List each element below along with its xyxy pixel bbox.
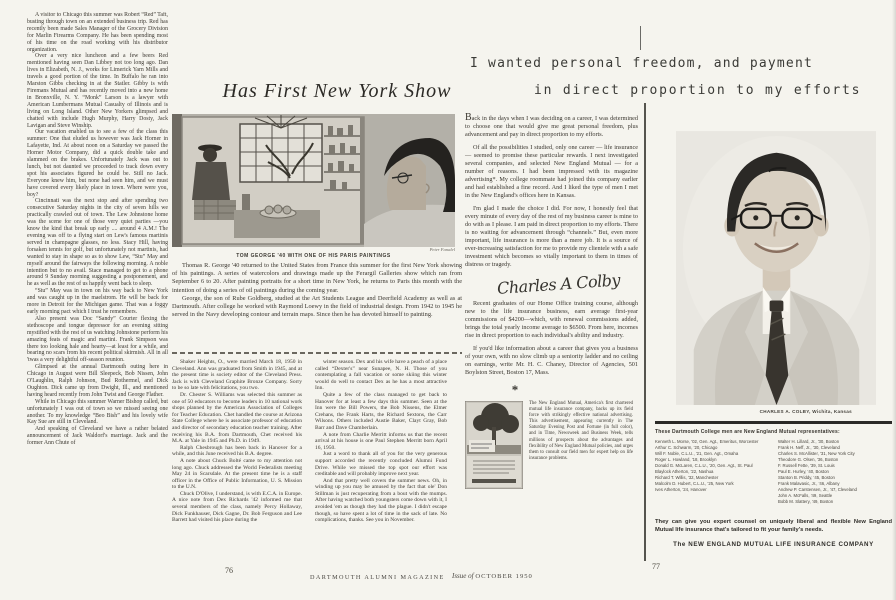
company-name: The NEW ENGLAND MUTUAL LIFE INSURANCE COMPANY — [673, 541, 874, 548]
reps-header: These Dartmouth College men are New England Mutual representatives: — [655, 429, 840, 435]
paragraph: Dr. Chester S. Williams was selected this summer as one of 50 educators to become leaders in 10 national work shops planned by the American Association of Colleges for Teacher Education. Chet handled the course at Arizona State College where he is associate professor of education and director of secondary education teacher training. After receiving his B.A. from Dartmouth, Chet received his M.A. at Yale in 1945 and Ph.D. in 1949. — [172, 391, 302, 445]
tom-george-photo — [172, 114, 455, 247]
class-notes-column-3 — [315, 359, 447, 563]
paragraph: Also present was Doc “Sandy” Courter flexing the stethoscope and tongue depressor for an evening sitting mystified with the rest of us watching Johnstone perform his amazing feats of magic and martini. Frank Simpson was there too looking hale and hearty—at least for a while, and bearing no scars from his recent political skirmish. All in all 'twas a very delightful off-season reunion. — [27, 315, 168, 364]
asterisk-note: The New England Mutual, America's first chartered mutual life insurance company, backs up its field force with strikingly effective national advertising. This advertisement, appearing currently in The Saturday Evening Post and Fortune (in full color), and in Time, Newsweek and Business Week, tells millions of prospects about the advantages and flexibility of New England Mutual policies, and urges them to consult our field men for expert help on life insurance problems. — [529, 401, 633, 461]
photo-credit: Peter Fanalel — [429, 247, 455, 252]
colby-portrait-photo — [676, 130, 876, 406]
class-notes-column-1 — [27, 12, 168, 538]
representative-entry: F. Russell Fette, '39, St. Louis — [778, 463, 835, 468]
representative-entry: Malcolm D. Hubert, C.L.U., '25, New York — [655, 481, 734, 486]
counsel-tagline: They can give you expert counsel on uniquely liberal and flexible New England Mutual life insurance that's tailored to fit your family's needs. — [655, 519, 892, 534]
article-headline: Has First New York Show — [222, 80, 452, 102]
representative-entry: John A. McFalls, '49, Seattle — [778, 493, 833, 498]
representative-entry: Roger L. Howland, '18, Brooklyn — [655, 457, 717, 462]
representative-entry: Blaylock Atherton, '22, Nashua — [655, 469, 714, 474]
paragraph: A visitor to Chicago this summer was Robert “Red” Taft, busting through town on an extended business trip. Red has recently been made Sales Manager of the Grocery Division for Marlin Firearms Company. He has been spending most of his time on the road working with his distributor organization. — [27, 12, 168, 53]
portrait-caption: CHARLES A. COLBY, Wichita, Kansas — [759, 409, 852, 414]
paragraph: Recent graduates of our Home Office training course, although new to the life insurance business, earn average first-year commissions of $4200—which, with renewal commissions added, brings the total yearly income average to $6500. From here, incomes rise in direct proportion to each individual's ability and industry. — [465, 300, 638, 339]
paragraph: And speaking of Cleveland we have a rather belated announcement of Jack Waldorf's marriage. Jack and the former Ann Chute of — [27, 426, 168, 447]
dashed-divider — [172, 352, 462, 354]
representative-entry: Frank H. Neff, Jr., '30, Cleveland — [778, 445, 840, 450]
reps-column-2 — [778, 439, 893, 505]
paragraph: Thomas R. George '40 returned to the United States from France this summer for the first New York showing of his paintings. A series of watercolors and drawings made up the Ferargil Galleries show which ran from September 6 to 20. After painting portraits for a short time in New York, he returns to Paris this month with the intention of doing a series of oil paintings during the coming year. — [172, 262, 462, 294]
representative-entry: Ives Atherton, '24, Hanover — [655, 487, 707, 492]
representative-entry: Richard T. Willis, '32, Manchester — [655, 475, 719, 480]
representative-entry: Bobb M. Slattery, '49, Boston — [778, 499, 834, 504]
ad-testimonial-text — [465, 114, 638, 269]
class-notes-column-2 — [172, 359, 302, 563]
photo-caption: TOM GEORGE '40 WITH ONE OF HIS PARIS PAINTINGS — [236, 253, 391, 259]
paragraph: I'm glad I made the choice I did. For now, I honestly feel that every minute of every day of the rest of my business career is mine to do with as I please. I am paid in direct proportion to my efforts. There is no waiting for advancement through “channels.” But, even more important, life insurance is more than a mere job. It is a source of ever-increasing satisfaction for me to provide my clientele with a safe investment which becomes so vitally important to them in times of distress or tragedy. — [465, 205, 638, 268]
headline-tick-rule — [640, 26, 641, 50]
paragraph: winter season. Dex and his wife have a peach of a place called “Dexter's” near Sunapee, N. H. Those of you contemplating a fall vacation or some skiing this winter would do well to contact Dex as he has a most attractive Inn. — [315, 359, 447, 392]
issue-line — [452, 572, 533, 580]
reps-column-1 — [655, 439, 770, 505]
page-number-left: 76 — [225, 566, 233, 575]
representative-entry: Stanton B. Priddy, '45, Boston — [778, 475, 835, 480]
representative-entry: Arthur C. Schwarm, '20, Chicago — [655, 445, 718, 450]
paragraph: Cincinnati was the next stop and after spending two consecutive Saturday nights in the city of seven hills we practically crawled out of town. The Lew Johnstone home was the scene for one of those very quiet parties —you know the kind that break up early .... around 4 A.M.! The evening was off to a flying start on Lew's famous martinis served in champagne glasses, no less. Stacy Hill, having forsaken tennis for golf, but unfortunately not martinis, had wanted to stay in shape so as to show Lew, “Stu” May and myself around the fairways the following morning. A noble intention but to no avail. Stace managed to get to a phone around 9 Sunday morning suggesting a postponement, and he as well as the rest of us happily went back to sleep. — [27, 198, 168, 288]
representative-entry: Theodore G. Olsen, '36, Boston — [778, 457, 839, 462]
ad-recruiting-text — [465, 300, 638, 377]
ad-left-column — [465, 114, 638, 489]
representative-entry: Paul E. Hurley, '40, Boston — [778, 469, 829, 474]
representative-entry: Kenneth L. Morse, '02, Gen. Agt., Emeritus, Worcester — [655, 439, 759, 444]
paragraph: And that pretty well covers the summer news. Oh, in winding up you may be amused by the fact that ole' Don Stillman is just recuperating from a bout with the mumps. After having watched both youngsters come down with it, I avoided 'em as though they had the plague. I didn't escape though, so have spent a lot of time in the sack of late. No complications, thanks. See you in November. — [315, 477, 447, 524]
reps-list — [655, 439, 893, 505]
footnote-row — [465, 401, 638, 489]
paragraph: Ralph Chesbrough has been back in Hanover for a while, and this June received his B.A. degree. — [172, 444, 302, 458]
paragraph: Our vacation enabled us to see a few of the class this summer: One that eluded us however was Jack Horner in Lafayette, Ind. At about noon on a Saturday we passed the Horner Motor Company, did a quick double take and slammed on the brakes. Unfortunately Jack was out to lunch, but not daunted we proceeded to track down every spot his associates figured he could be. Still no Jack. Everyone knew him, but none had seen him, and we must have covered every likely place in town. Where were you, boy? — [27, 129, 168, 198]
paragraph: Just a word to thank all of you for the very generous support accorded the recently concluded Alumni Fund Drive. While we missed the top spot our effort was creditable and will probably improve next year. — [315, 451, 447, 478]
representative-entry: Will F. Noble, C.L.U., '21, Gen. Agt., Omaha — [655, 451, 739, 456]
paragraph: A note about Chuck Bolté came to my attention not long ago. Chuck addressed the World Federalists meeting May 24 in Scarsdale. At the present time he is a staff officer in the Office of Public Information, U. S. Mission to the U.N. — [172, 457, 302, 491]
paragraph: George, the son of Rube Goldberg, studied at the Art Students League and Deerfield Academy as well as at Dartmouth. After college he worked with Raymond Loewy in the field of industrial design. From 1942 to 1945 he served in the Navy developing contour and terrain maps. Since then he has devoted himself to painting. — [172, 294, 462, 319]
paragraph: Chuck D'Olive, I understand, is with E.C.A. in Europe. A nice note from Dex Richards '42 informed me that several members of the class, namely Percy Hollaway, Dick Funkhauser, Dick Gagne, Dr. Bob Ferguson and Lee Barrett had visited his place during the — [172, 490, 302, 524]
paragraph: Shaker Heights, O., were married March 18, 1950 in Cleveland. Ann was graduated from Smith in 1945, and at the present time is society editor of the Cleveland Press. Jack is with Cleveland Graphite Bronze Company. Sorry to be so late with felicitations, you two. — [172, 359, 302, 392]
ad-thumbnail-illustration — [465, 401, 523, 489]
magazine-name: DARTMOUTH ALUMNI MAGAZINE — [310, 574, 445, 581]
paragraph: Over a very nice luncheon and a few beers Red mentioned having seen Dan Libbey not too long ago. Dan lives in Elizabeth, N. J., works for Limerick Yarn Mills and travels a good portion of the time. In Buffalo he ran into Marston Gibbs checking in at the Statler. Gibby is with Firemans Mutual and has recently moved into a new home in Bronxville, N. Y. “Monk” Larson is a lawyer with American Lumbermans Mutual Casualty of Illinois and is living on Long Island. Other New Yorkers glimpsed and chatted with include Hugh Murphy, Harry Dosty, Jack Lavigan and Steve Winship. — [27, 53, 168, 129]
reps-divider-rule — [655, 421, 892, 424]
paragraph: Back in the days when I was deciding on a career, I was determined to choose one that would give me great personal freedom, plus advancement and pay in direct proportion to my efforts. — [465, 112, 638, 138]
paragraph: While in Chicago this summer Warner Bishop called, but unfortunately I was out of town so we missed seeing one another. To my knowledge “Beo Bish” and his lovely wife Kay Sue are still in Cleveland. — [27, 398, 168, 426]
issue-date: OCTOBER 1950 — [475, 573, 533, 580]
colby-portrait-illustration — [676, 130, 876, 406]
paragraph: Quite a few of the class managed to get back to Hanover for at least a few days this summer. Seen at the Inn were the Bill Powers, the Bob Nissens, the Elmer Crehans, the Frank Harts, the Richard Sextons, the Carr Wilsons. Others included Austie Baker, Clayt Gray, Bob Barr and Dave Chamberlain. — [315, 391, 447, 431]
paragraph: “Stu” May was in town on his way back to New York and was caught up in the maelstrom. He will be back for more in Detroit for the Michigan game. That was a foggy early morning pact which I trust he remembers. — [27, 288, 168, 315]
tom-george-photo-illustration — [172, 114, 455, 247]
paragraph: If you'd like information about a career that gives you a business of your own, with no slow climb up a seniority ladder and no ceiling on earnings, write Mr. H. C. Chaney, Director of Agencies, 501 Boylston Street, Boston 17, Mass. — [465, 345, 638, 376]
column-divider-rule — [644, 103, 646, 561]
paragraph: A note from Charlie Merritt informs us that the recent arrival at his house is one Paul Stephen Merritt born April 16, 1950. — [315, 431, 447, 451]
representative-entry: Andrew P. Carstensen, Jr., '47, Cleveland — [778, 487, 857, 492]
feature-story-text — [172, 262, 462, 350]
representative-entry: Donald G. McLaren, C.L.U., '20, Gen. Agt., St. Paul — [655, 463, 753, 468]
page-number-right: 77 — [652, 562, 660, 571]
paragraph: Glimpsed at the annual Dartmouth outing here in Chicago in August were Bill Sleepeck, Bob Nissen, John O'Laughlin, Ralph Johnson, Bud Rothermel, and Dick Oughton. Dick came up from Dwight, Ill., and mentioned having heard recently from John Twist and George Flather. — [27, 364, 168, 398]
asterisk-icon: * — [511, 382, 519, 397]
paragraph: Of all the possibilities I studied, only one career — life insurance — seemed to promise these particular rewards. I next investigated several companies, and selected New England Mutual — for a number of reasons. I had been impressed with its magazine advertising*. My college roommate had joined this company earlier and had established a fine record. And I liked the type of men I met in the New England's offices here in Kansas. — [465, 144, 638, 199]
ad-headline-line1: I wanted personal freedom, and payment — [470, 56, 814, 71]
representative-entry: Walter H. Lillard, Jr., '30, Boston — [778, 439, 840, 444]
issue-prefix: Issue of — [452, 572, 474, 580]
magazine-ad-thumbnail — [465, 401, 523, 489]
signature: Charles A Colby — [496, 270, 621, 298]
ad-headline-line2: in direct proportion to my efforts — [534, 83, 862, 98]
representative-entry: Charles S. McAllister, '31, New York City — [778, 451, 855, 456]
representative-entry: Frank Malavasic, Jr., '46, Albany — [778, 481, 840, 486]
